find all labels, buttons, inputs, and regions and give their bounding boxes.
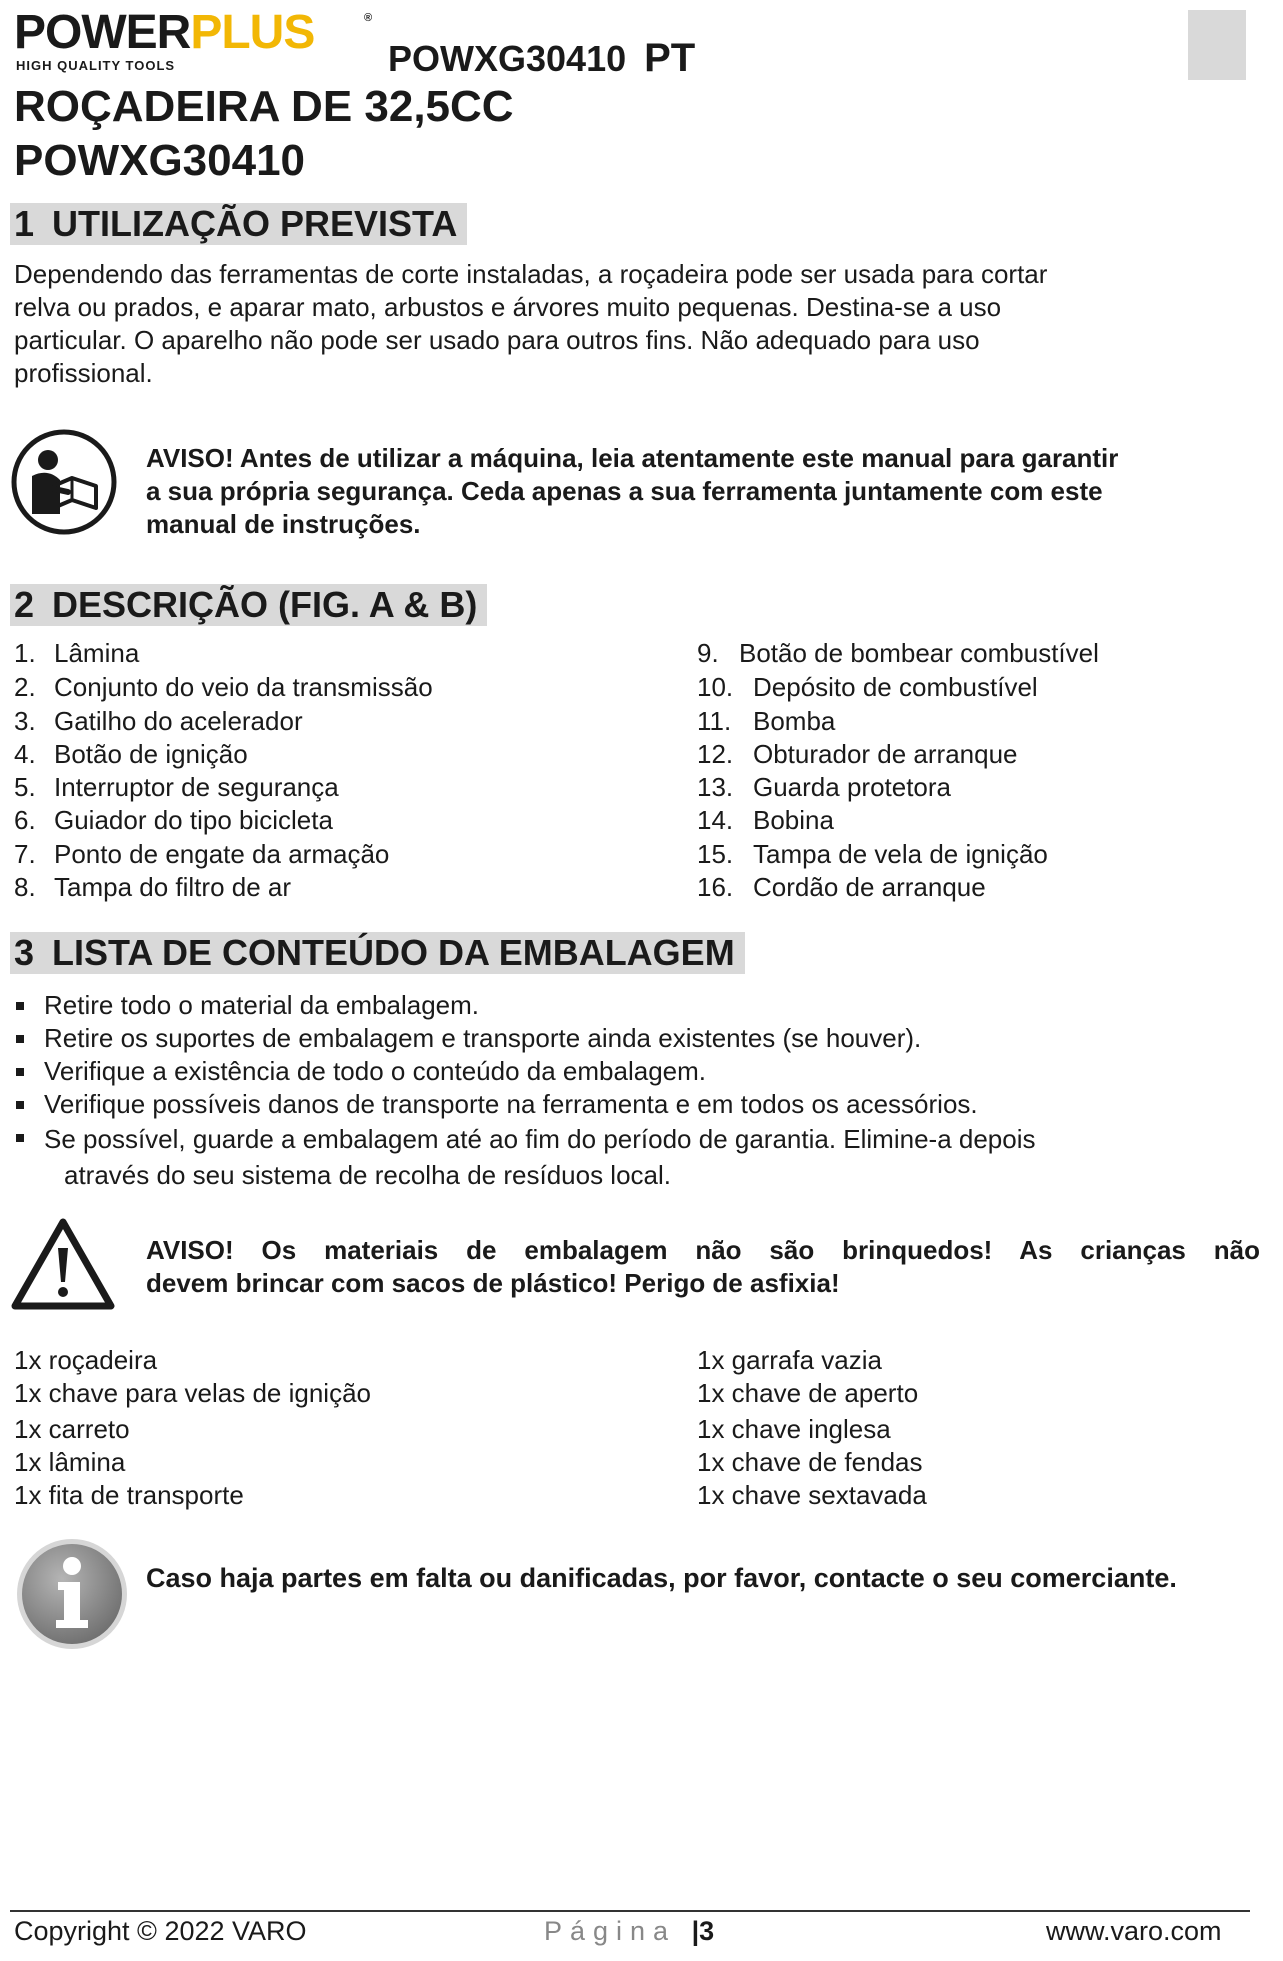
unpacking-bullet-list [14,989,1264,1193]
list-item [14,804,433,838]
title-line-1: ROÇADEIRA DE 32,5CC [14,82,514,131]
item-number: 6. [14,805,36,835]
item-number: 11. [697,706,732,736]
list-item: 1x chave para velas de ignição [14,1378,372,1408]
intended-use-paragraph [14,258,1254,390]
header-model-code [388,36,695,81]
section-2-heading [10,584,487,626]
item-label: Guarda protetora [753,772,952,802]
section-2-number: 2 [14,584,35,625]
list-item [697,871,1099,904]
list-item [14,637,433,671]
item-number: 2. [14,672,36,702]
footer-divider [10,1910,1250,1912]
warning-line: a sua própria segurança. Ceda apenas a sua ferramenta juntamente com este [146,476,1103,506]
list-item: 1x chave de fendas [697,1447,923,1477]
item-number: 4. [14,739,36,769]
item-label: Cordão de arranque [753,872,986,902]
footer-page-word: Página [544,1916,677,1946]
list-item [14,671,433,705]
list-item: 1x carreto [14,1414,130,1444]
list-item: 1x chave sextavada [697,1480,927,1510]
list-item [697,838,1099,871]
footer-website: www.varo.com [1046,1916,1222,1946]
packaging-warning-text [146,1234,1260,1300]
info-icon [14,1536,130,1652]
package-contents-right [697,1344,927,1512]
logo-registered-mark: ® [364,12,373,24]
list-item [14,1088,1264,1121]
list-item: 1x fita de transporte [14,1480,244,1510]
item-label: Tampa de vela de ignição [753,839,1048,869]
item-number: 16. [697,872,734,902]
item-number: 7. [14,839,36,869]
item-label: Obturador de arranque [753,739,1018,769]
list-item [14,1022,1264,1055]
item-number: 14. [697,805,734,835]
document-title [14,80,514,188]
list-item [14,738,433,771]
list-item [14,838,433,871]
item-label: Lâmina [54,638,140,668]
list-item [14,871,433,904]
item-label: Bobina [753,805,834,835]
section-3-heading [10,932,745,974]
warning-line: AVISO! Os materiais de embalagem não são brinquedos! As crianças não [146,1235,1260,1265]
list-item: 1x chave de aperto [697,1378,919,1408]
model-code-text: POWXG30410 [388,38,627,79]
paragraph-line: particular. O aparelho não pode ser usado para outros fins. Não adequado para uso [14,325,980,355]
warning-line: manual de instruções. [146,509,421,539]
section-1-heading [10,203,467,245]
item-number: 13. [697,772,734,802]
section-1-title: UTILIZAÇÃO PREVISTA [52,203,458,244]
manual-warning-text [146,442,1260,541]
bullet-text: Se possível, guarde a embalagem até ao fim do período de garantia. Elimine-a depois [44,1124,1036,1154]
bullet-text-continued: através do seu sistema de recolha de resíduos local. [64,1160,672,1190]
section-3-number: 3 [14,932,35,973]
list-item [14,705,433,738]
item-number: 3. [14,706,36,736]
item-label: Botão de bombear combustível [739,638,1099,668]
list-item [14,1121,1264,1193]
powerplus-logo [14,8,374,72]
item-label: Gatilho do acelerador [54,706,303,736]
title-line-2: POWXG30410 [14,136,306,185]
item-number: 1. [14,638,36,668]
item-number: 5. [14,772,36,802]
item-number: 10. [697,672,734,702]
item-label: Bomba [753,706,836,736]
footer-page-number: 3 [699,1916,715,1946]
list-item [697,738,1099,771]
logo-tagline: HIGH QUALITY TOOLS [16,58,176,73]
item-number: 15. [697,839,734,869]
list-item: 1x lâmina [14,1447,126,1477]
bullet-text: Retire os suportes de embalagem e transporte ainda existentes (se houver). [44,1023,922,1053]
warning-triangle-icon [10,1216,116,1312]
item-label: Conjunto do veio da transmissão [54,672,433,702]
item-label: Botão de ignição [54,739,248,769]
item-label: Guiador do tipo bicicleta [54,805,333,835]
list-item [14,771,433,804]
list-item [697,637,1099,671]
missing-parts-info-text: Caso haja partes em falta ou danificadas, por favor, contacte o seu comerciante. [146,1563,1177,1593]
parts-list-left [14,637,433,904]
item-number: 12. [697,739,734,769]
item-label: Tampa do filtro de ar [54,872,292,902]
footer-copyright: Copyright © 2022 VARO [14,1916,307,1946]
list-item [14,1055,1264,1088]
footer-page-separator: | [691,1916,700,1946]
paragraph-line: relva ou prados, e aparar mato, arbustos e árvores muito pequenas. Destina-se a uso [14,292,1002,322]
bullet-text: Verifique a existência de todo o conteúdo da embalagem. [44,1056,707,1086]
list-item [697,804,1099,838]
section-1-number: 1 [14,203,35,244]
language-code: PT [644,36,696,80]
section-3-title: LISTA DE CONTEÚDO DA EMBALAGEM [52,932,735,973]
paragraph-line: profissional. [14,358,153,388]
item-number: 9. [697,638,719,668]
bullet-text: Retire todo o material da embalagem. [44,990,480,1020]
section-2-title: DESCRIÇÃO (FIG. A & B) [52,584,478,625]
paragraph-line: Dependendo das ferramentas de corte instaladas, a roçadeira pode ser usada para cortar [14,259,1048,289]
logo-plus-text: PLUS [190,6,315,59]
logo-power-text: POWER [14,6,191,59]
list-item [697,671,1099,705]
bullet-text: Verifique possíveis danos de transporte na ferramenta e em todos os acessórios. [44,1089,978,1119]
item-label: Ponto de engate da armação [54,839,390,869]
logo-wordmark [14,8,314,58]
warning-line: AVISO! Antes de utilizar a máquina, leia atentamente este manual para garantir [146,443,1119,473]
list-item: 1x chave inglesa [697,1414,891,1444]
parts-list-right [697,637,1099,904]
package-contents-left [14,1344,371,1512]
list-item [697,771,1099,804]
item-number: 8. [14,872,36,902]
warning-line: devem brincar com sacos de plástico! Perigo de asfixia! [146,1268,840,1298]
language-tab-marker [1188,10,1246,80]
item-label: Interruptor de segurança [54,772,339,802]
read-manual-icon [10,428,118,536]
list-item: 1x garrafa vazia [697,1345,882,1375]
footer-page-indicator [544,1916,714,1947]
item-label: Depósito de combustível [753,672,1038,702]
list-item [697,705,1099,738]
list-item: 1x roçadeira [14,1345,158,1375]
list-item [14,989,1264,1022]
